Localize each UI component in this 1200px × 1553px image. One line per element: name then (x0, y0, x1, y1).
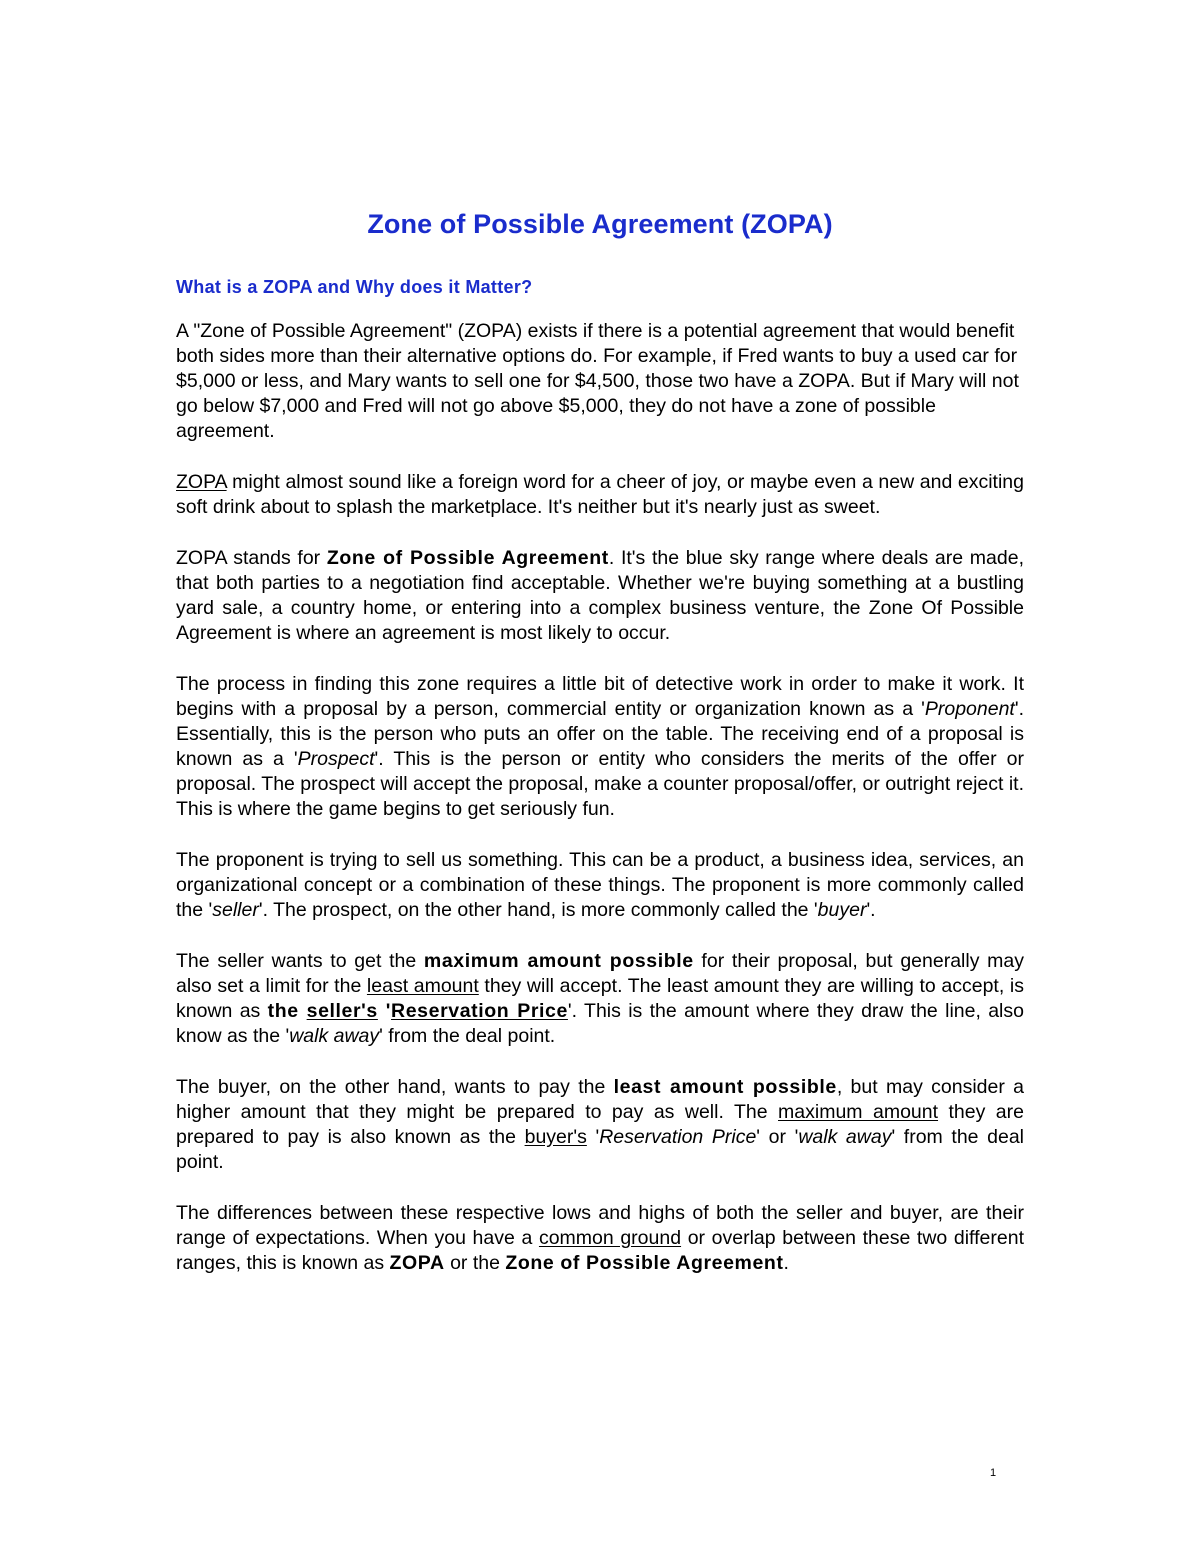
text: The differences between these respective lows and highs of both the seller and buyer, are their range of expectations. When you have a (176, 1202, 1024, 1249)
text: or overlap between these two different ranges, this is known as (176, 1227, 1024, 1274)
italic-text: Proponent (924, 698, 1015, 720)
text: '. This is the amount where they draw the line, also know as the ' (176, 1000, 1024, 1047)
paragraph-3 (176, 546, 1024, 646)
text: might almost sound like a foreign word for a cheer of joy, or maybe even a new and exciting soft drink about to splash the marketplace. It's neither but it's nearly just as sweet. (176, 471, 1024, 518)
paragraph-8 (176, 1201, 1024, 1276)
section-heading: What is a ZOPA and Why does it Matter? (176, 277, 533, 297)
document-title: Zone of Possible Agreement (ZOPA) (367, 209, 833, 239)
italic-text: walk away (289, 1025, 380, 1047)
underlined-text: common ground (538, 1227, 682, 1249)
text: . (783, 1252, 789, 1274)
paragraph-7 (176, 1075, 1024, 1175)
text: for their proposal, but generally may also set a limit for the (176, 950, 1025, 997)
text: The buyer, on the other hand, wants to pay the (176, 1076, 614, 1098)
text: The proponent is trying to sell us something. This can be a product, a business idea, services, an organizational concept or a combination of these things. The proponent is more commonly called the ' (176, 849, 1024, 921)
text: '. The prospect, on the other hand, is more commonly called the ' (258, 899, 818, 921)
italic-text: Reservation Price (599, 1126, 757, 1148)
text: . It's the blue sky range where deals are made, that both parties to a negotiation find acceptable. Whether we're buying something at a bustling yard sale, a country home, or entering into a complex business venture, the Zone Of Possible Agreement is where an agreement is most likely to occur. (176, 547, 1024, 644)
bold-text: Zone of Possible Agreement (326, 547, 609, 569)
text: '. (866, 899, 876, 921)
text: ZOPA stands for (176, 547, 327, 569)
bold-text: least amount possible (613, 1076, 837, 1098)
bold-underlined-text: seller's (306, 1000, 378, 1022)
bold-text: the (267, 1000, 307, 1022)
text: ' (586, 1126, 600, 1148)
zopa-link[interactable]: ZOPA (176, 471, 227, 493)
bold-text: ZOPA (389, 1252, 445, 1274)
paragraph-2 (176, 470, 1024, 520)
text: ' from the deal point. (379, 1025, 556, 1047)
text: they are prepared to pay is also known as the (176, 1101, 1024, 1148)
bold-text: ' (377, 1000, 392, 1022)
underlined-text: buyer's (524, 1126, 587, 1148)
text: ' from the deal point. (176, 1126, 1025, 1173)
text: , but may consider a higher amount that they might be prepared to pay as well. The (176, 1076, 1024, 1123)
text: '. This is the person or entity who considers the merits of the offer or proposal. The prospect will accept the proposal, make a counter proposal/offer, or outright reject it. This is where the game begins to get seriously fun. (176, 748, 1024, 820)
text: The process in finding this zone requires a little bit of detective work in order to make it work. It begins with a proposal by a person, commercial entity or organization known as a ' (176, 673, 1024, 720)
paragraph-5 (176, 848, 1024, 923)
text: '. Essentially, this is the person who puts an offer on the table. The receiving end of a proposal is known as a ' (176, 698, 1024, 770)
text: they will accept. The least amount they are willing to accept, is known as (176, 975, 1024, 1022)
italic-text: buyer (817, 899, 867, 921)
paragraph-1: A "Zone of Possible Agreement" (ZOPA) exists if there is a potential agreement that would benefit both sides more than their alternative options do. For example, if Fred wants to buy a used car for $5,000 or less, and Mary wants to sell one for $4,500, those two have a ZOPA. But if Mary will not go below $7,000 and Fred will not go above $5,000, they do not have a zone of possible agreement. (176, 320, 1019, 442)
text: The seller wants to get the (176, 950, 424, 972)
bold-text: Zone of Possible Agreement (505, 1252, 784, 1274)
italic-text: seller (212, 899, 259, 921)
italic-text: Prospect (297, 748, 375, 770)
paragraph-4 (176, 672, 1024, 822)
underlined-text: least amount (366, 975, 479, 997)
page-number: 1 (990, 1467, 997, 1479)
paragraph-6 (176, 949, 1024, 1049)
text: ' or ' (756, 1126, 799, 1148)
document-page (176, 206, 1024, 1302)
underlined-text: maximum amount (778, 1101, 939, 1123)
bold-text: maximum amount possible (423, 950, 694, 972)
text: or the (444, 1252, 506, 1274)
italic-text: walk away (798, 1126, 892, 1148)
bold-underlined-text: Reservation Price (391, 1000, 568, 1022)
